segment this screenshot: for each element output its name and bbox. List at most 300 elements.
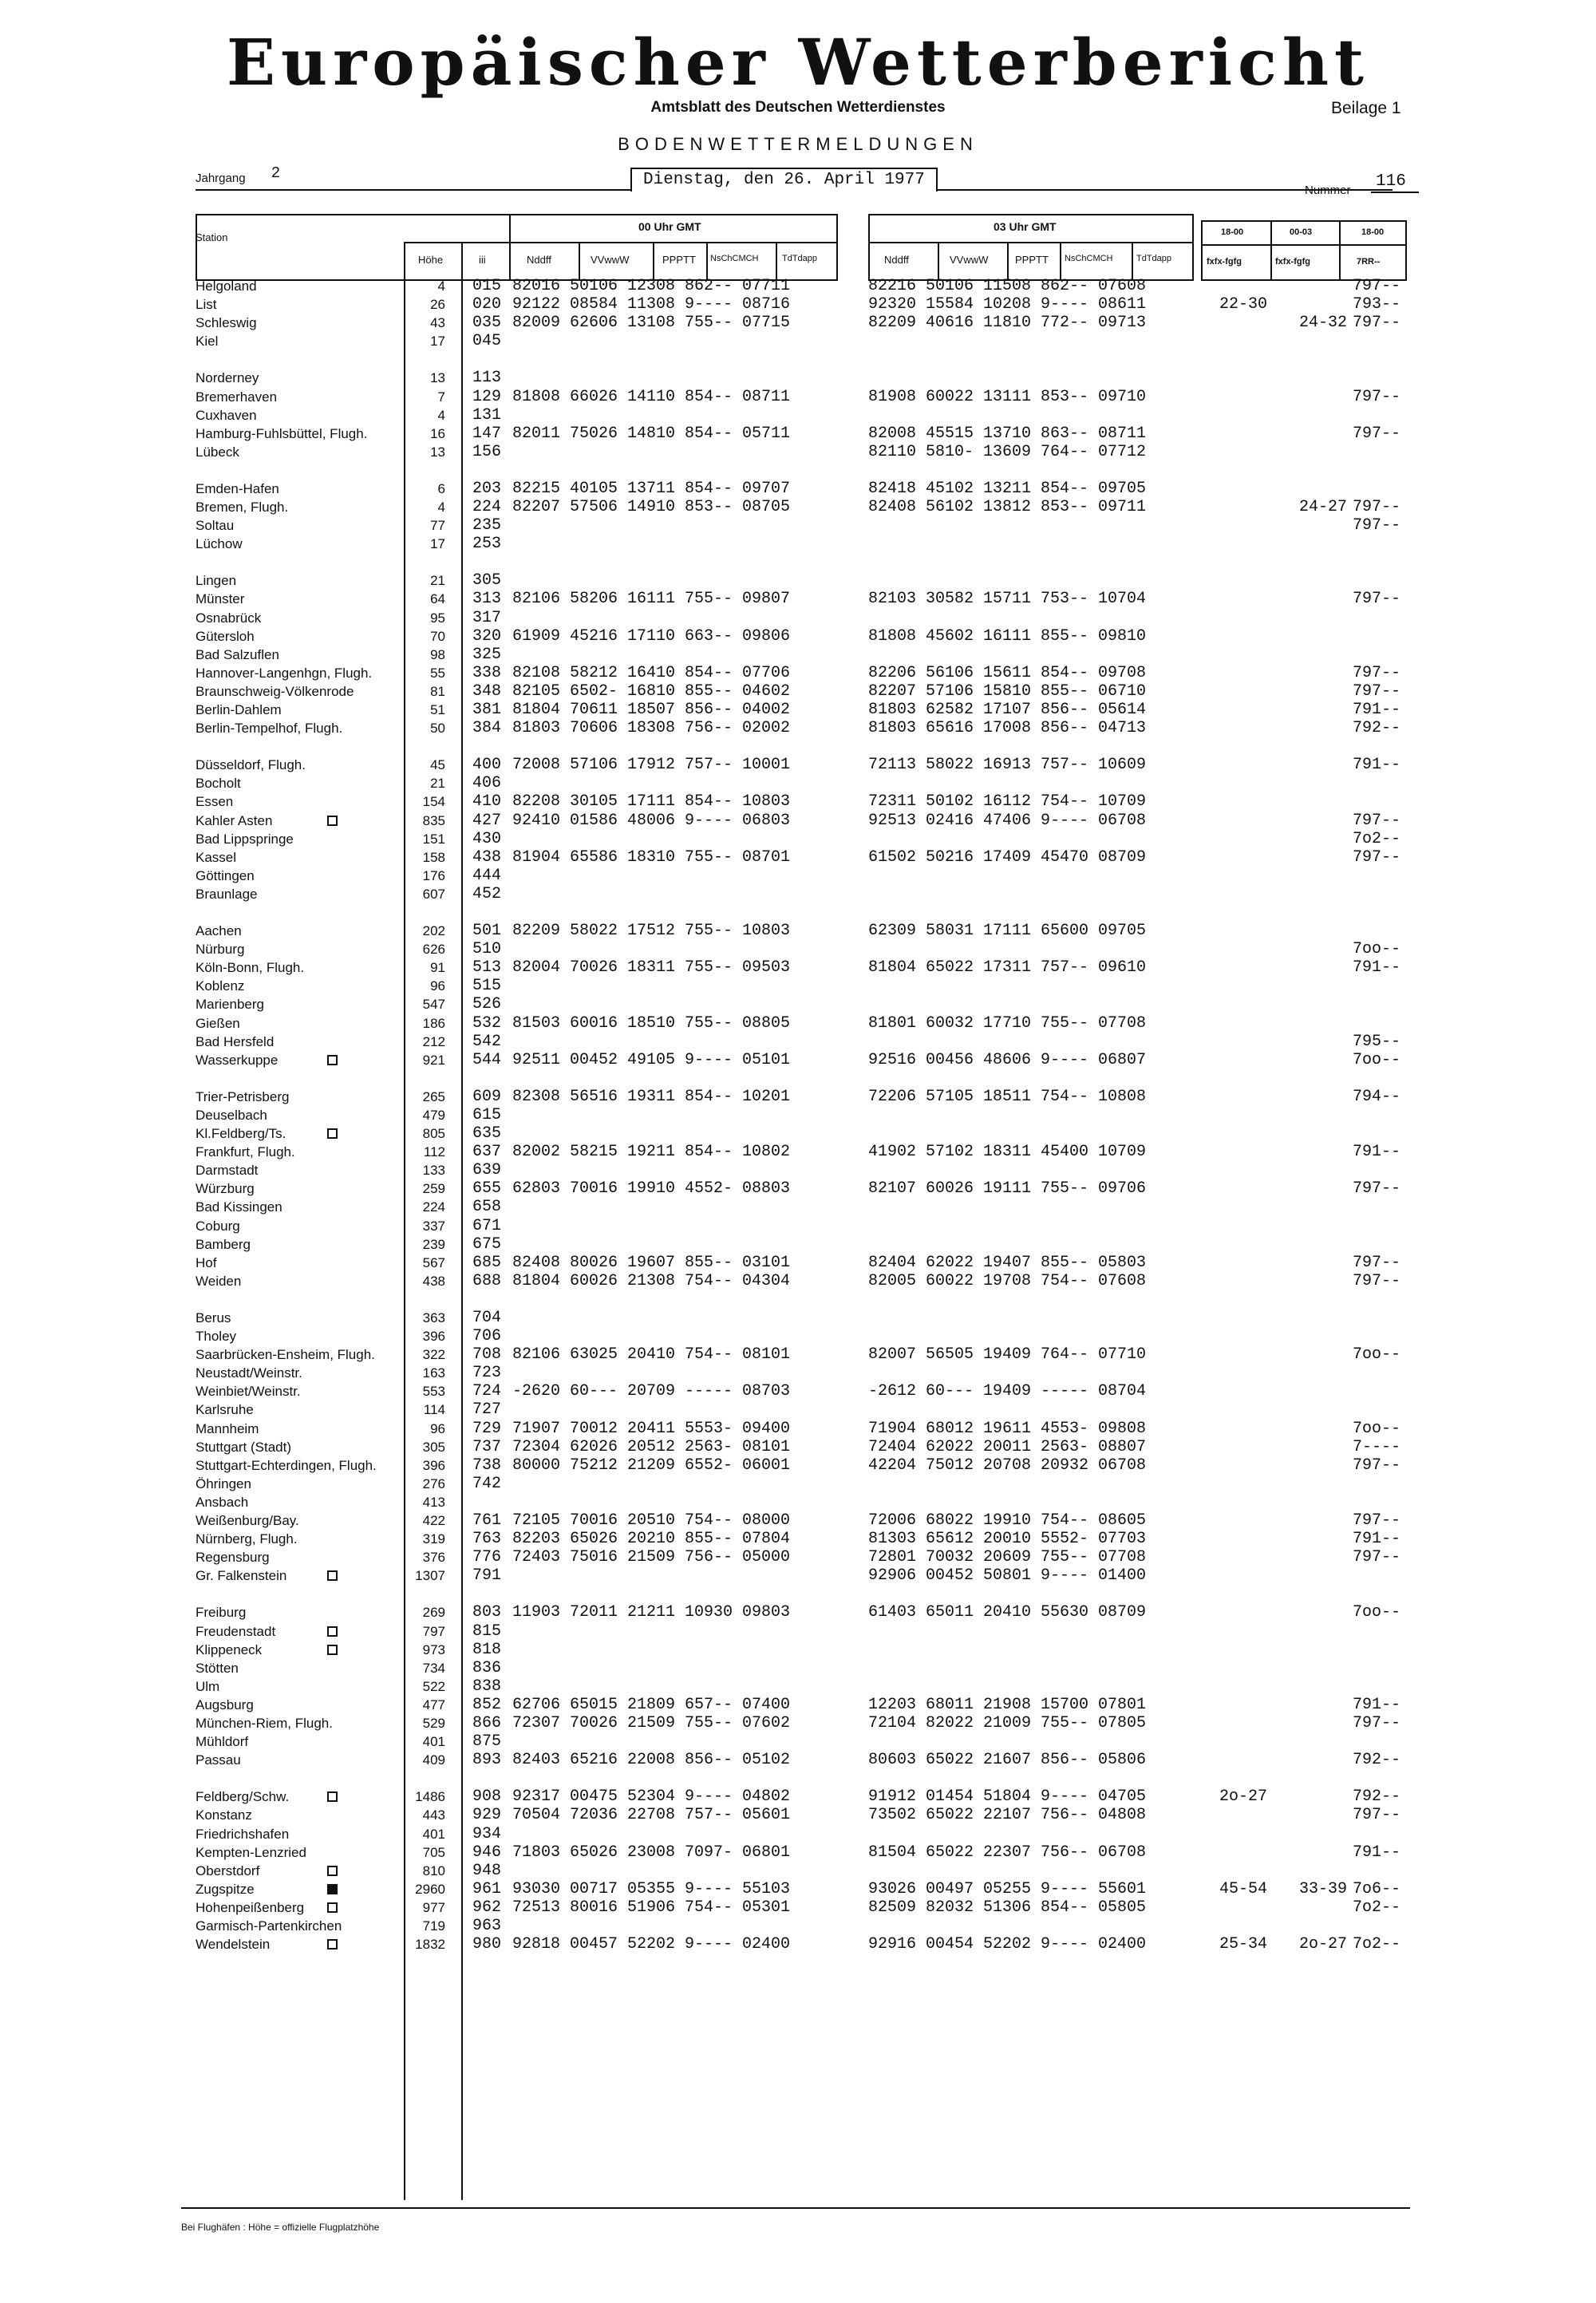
station-height: 70 (430, 628, 445, 644)
precip-18-00: 797-- (1353, 663, 1401, 682)
obs-00-gmt: -2620 60--- 20709 ----- 08703 (512, 1382, 791, 1401)
station-index: 410 (472, 792, 502, 812)
precip-18-00: 791-- (1353, 1143, 1401, 1162)
station-name: Gießen (196, 1015, 240, 1031)
precip-18-00: 7oo-- (1353, 1419, 1401, 1438)
station-index: 980 (472, 1935, 502, 1954)
obs-03-gmt: 82216 50106 11508 862-- 07608 (868, 277, 1147, 295)
station-height: 409 (422, 1752, 445, 1768)
table-row (0, 885, 1596, 903)
table-row (0, 1327, 1596, 1345)
station-height: 95 (430, 610, 445, 626)
precip-18-00: 791-- (1353, 756, 1401, 775)
obs-00-gmt: 81803 70606 18308 756-- 02002 (512, 719, 791, 738)
station-name: Gütersloh (196, 628, 255, 644)
station-height: 1832 (415, 1937, 445, 1953)
table-row (0, 1714, 1596, 1732)
precip-18-00: 791-- (1353, 1695, 1401, 1714)
station-height: 4 (437, 407, 445, 423)
station-height: 81 (430, 683, 445, 699)
obs-03-gmt: 82408 56102 13812 853-- 09711 (868, 498, 1147, 516)
station-height: 269 (422, 1605, 445, 1621)
station-name: Würzburg (196, 1181, 255, 1197)
station-height: 2960 (415, 1881, 445, 1897)
station-height: 973 (422, 1641, 445, 1657)
table-row (0, 295, 1596, 314)
number-value: 116 (1376, 172, 1406, 191)
col00-nschcmch: NsChCMCH (710, 254, 759, 263)
station-name: Augsburg (196, 1697, 254, 1712)
obs-00-gmt: 72105 70016 20510 754-- 08000 (512, 1511, 791, 1530)
table-row (0, 774, 1596, 792)
obs-03-gmt: 72104 82022 21009 755-- 07805 (868, 1714, 1147, 1732)
station-height: 64 (430, 591, 445, 607)
table-row (0, 1641, 1596, 1659)
station-name: Gr. Falkenstein (196, 1568, 287, 1584)
station-height: 98 (430, 646, 445, 662)
col03-ppptt: PPPTT (1015, 254, 1049, 266)
obs-03-gmt: 73502 65022 22107 756-- 04808 (868, 1806, 1147, 1825)
station-name: Emden-Hafen (196, 480, 279, 496)
station-height: 6 (437, 480, 445, 496)
station-index: 129 (472, 387, 502, 406)
col00-ppptt: PPPTT (662, 254, 696, 266)
table-row (0, 664, 1596, 682)
table-row (0, 1493, 1596, 1511)
obs-03-gmt: 82107 60026 19111 755-- 09706 (868, 1179, 1147, 1199)
obs-00-gmt: 82408 80026 19607 855-- 03101 (512, 1253, 791, 1272)
station-name: Bamberg (196, 1236, 251, 1252)
station-index: 015 (472, 277, 502, 295)
station-name: Norderney (196, 370, 259, 386)
open-square-icon (327, 1645, 338, 1655)
table-row (0, 977, 1596, 995)
station-index: 738 (472, 1456, 502, 1475)
station-index: 427 (472, 811, 502, 830)
page-subtitle: Amtsblatt des Deutschen Wetterdienstes (650, 99, 946, 116)
obs-03-gmt: 82209 40616 11810 772-- 09713 (868, 314, 1147, 333)
station-name: Hannover-Langenhgn, Flugh. (196, 665, 373, 681)
table-row (0, 1198, 1596, 1216)
precip-18-00: 7oo-- (1353, 1603, 1401, 1622)
station-index: 818 (472, 1640, 502, 1659)
open-square-icon (327, 1866, 338, 1876)
station-height: 396 (422, 1329, 445, 1344)
table-row (0, 1843, 1596, 1862)
station-name: Weißenburg/Bay. (196, 1513, 299, 1528)
station-index: 147 (472, 424, 502, 443)
table-row (0, 940, 1596, 958)
station-name: Ansbach (196, 1494, 249, 1510)
obs-00-gmt: 82208 30105 17111 854-- 10803 (512, 792, 791, 812)
table-row (0, 1456, 1596, 1475)
gust-00-03: 33-39 (1299, 1879, 1348, 1898)
station-height: 921 (422, 1052, 445, 1068)
station-index: 962 (472, 1898, 502, 1917)
table-row (0, 682, 1596, 701)
station-height: 547 (422, 997, 445, 1013)
station-index: 338 (472, 663, 502, 682)
extra-sub-2: fxfx-fgfg (1275, 257, 1310, 267)
table-row (0, 406, 1596, 425)
number-label: Nummer (1305, 184, 1351, 197)
station-height: 212 (422, 1033, 445, 1049)
obs-03-gmt: 71904 68012 19611 4553- 09808 (868, 1419, 1147, 1438)
issue-date: Dienstag, den 26. April 1977 (630, 168, 938, 192)
table-row (0, 1106, 1596, 1124)
station-height: 1307 (415, 1568, 445, 1584)
obs-00-gmt: 82308 56516 19311 854-- 10201 (512, 1087, 791, 1106)
station-name: Kempten-Lenzried (196, 1844, 306, 1860)
station-height: 21 (430, 776, 445, 792)
open-square-icon (327, 1626, 338, 1637)
station-height: 265 (422, 1088, 445, 1104)
table-row (0, 1400, 1596, 1419)
station-index: 658 (472, 1198, 502, 1217)
station-index: 224 (472, 498, 502, 516)
obs-03-gmt: 12203 68011 21908 15700 07801 (868, 1695, 1147, 1714)
table-row (0, 719, 1596, 737)
station-index: 510 (472, 940, 502, 959)
station-index: 704 (472, 1308, 502, 1327)
station-index: 708 (472, 1345, 502, 1365)
obs-03-gmt: 81804 65022 17311 757-- 09610 (868, 958, 1147, 978)
table-row (0, 922, 1596, 940)
obs-03-gmt: 81803 62582 17107 856-- 05614 (868, 701, 1147, 719)
precip-18-00: 7o2-- (1353, 1935, 1401, 1954)
station-index: 637 (472, 1143, 502, 1162)
table-row (0, 1917, 1596, 1935)
table-row (0, 1677, 1596, 1696)
precip-18-00: 797-- (1353, 847, 1401, 867)
col00-tdtdapp: TdTdapp (782, 254, 818, 263)
station-index: 963 (472, 1917, 502, 1935)
table-row (0, 1825, 1596, 1843)
station-name: Bremen, Flugh. (196, 500, 289, 515)
station-name: Zugspitze (196, 1881, 255, 1897)
obs-03-gmt: 92916 00454 52202 9---- 02400 (868, 1935, 1147, 1954)
station-index: 727 (472, 1400, 502, 1420)
volume-label: Jahrgang (196, 172, 246, 185)
extra-title-1: 18-00 (1221, 227, 1244, 237)
station-name: Düsseldorf, Flugh. (196, 757, 306, 773)
obs-03-gmt: 62309 58031 17111 65600 09705 (868, 922, 1147, 940)
station-name: Karlsruhe (196, 1402, 254, 1418)
obs-00-gmt: 11903 72011 21211 10930 09803 (512, 1603, 791, 1622)
station-index: 961 (472, 1879, 502, 1898)
table-row (0, 388, 1596, 406)
extra-title-3: 18-00 (1361, 227, 1385, 237)
station-index: 320 (472, 626, 502, 646)
obs-03-gmt: 42204 75012 20708 20932 06708 (868, 1456, 1147, 1475)
station-index: 452 (472, 884, 502, 903)
obs-00-gmt: 92122 08584 11308 9---- 08716 (512, 295, 791, 314)
obs-03-gmt: 72404 62022 20011 2563- 08807 (868, 1437, 1147, 1456)
station-index: 671 (472, 1216, 502, 1235)
obs-00-gmt: 82004 70026 18311 755-- 09503 (512, 958, 791, 978)
station-height: 50 (430, 721, 445, 737)
station-height: 810 (422, 1863, 445, 1878)
station-height: 176 (422, 867, 445, 883)
table-row (0, 701, 1596, 719)
table-row (0, 1935, 1596, 1953)
station-height: 276 (422, 1475, 445, 1491)
station-index: 384 (472, 719, 502, 738)
station-height: 7 (437, 389, 445, 405)
station-name: Deuselbach (196, 1107, 267, 1123)
station-height: 705 (422, 1844, 445, 1860)
station-name: Weiden (196, 1273, 242, 1289)
precip-18-00: 795-- (1353, 1032, 1401, 1051)
col03-nschcmch: NsChCMCH (1065, 254, 1113, 263)
table-row (0, 443, 1596, 461)
station-height: 477 (422, 1697, 445, 1712)
station-index: 948 (472, 1861, 502, 1880)
station-height: 1486 (415, 1789, 445, 1805)
obs-00-gmt: 62706 65015 21809 657-- 07400 (512, 1695, 791, 1714)
station-height: 21 (430, 573, 445, 589)
obs-00-gmt: 70504 72036 22708 757-- 05601 (512, 1806, 791, 1825)
table-row (0, 1161, 1596, 1179)
gust-00-03: 24-32 (1299, 314, 1348, 333)
station-index: 020 (472, 295, 502, 314)
station-index: 317 (472, 608, 502, 627)
station-index: 724 (472, 1382, 502, 1401)
station-index: 113 (472, 369, 502, 388)
station-height: 13 (430, 370, 445, 386)
station-name: Kahler Asten (196, 812, 273, 828)
obs-03-gmt: 82110 5810- 13609 764-- 07712 (868, 442, 1147, 461)
station-height: 17 (430, 536, 445, 552)
col03-vvwww: VVwwW (950, 254, 989, 266)
table-row (0, 627, 1596, 646)
obs-03-gmt: 82207 57106 15810 855-- 06710 (868, 681, 1147, 701)
station-index: 639 (472, 1161, 502, 1180)
obs-00-gmt: 81503 60016 18510 755-- 08805 (512, 1013, 791, 1033)
station-name: Berus (196, 1310, 231, 1325)
table-row (0, 1309, 1596, 1327)
gust-18-00: 22-30 (1219, 295, 1268, 314)
obs-00-gmt: 71907 70012 20411 5553- 09400 (512, 1419, 791, 1438)
station-name: Lingen (196, 573, 237, 589)
obs-03-gmt: 82008 45515 13710 863-- 08711 (868, 424, 1147, 443)
obs-00-gmt: 80000 75212 21209 6552- 06001 (512, 1456, 791, 1475)
precip-18-00: 797-- (1353, 1806, 1401, 1825)
col00-vvwww: VVwwW (591, 254, 630, 266)
station-height: 396 (422, 1457, 445, 1473)
obs-03-gmt: 91912 01454 51804 9---- 04705 (868, 1787, 1147, 1807)
station-name: Weinbiet/Weinstr. (196, 1384, 301, 1400)
precip-18-00: 791-- (1353, 1530, 1401, 1549)
filled-square-icon (327, 1884, 338, 1894)
obs-03-gmt: 92320 15584 10208 9---- 08611 (868, 295, 1147, 314)
table-row (0, 1696, 1596, 1714)
table-row (0, 369, 1596, 387)
station-name: Berlin-Tempelhof, Flugh. (196, 721, 343, 737)
extra-title-2: 00-03 (1290, 227, 1313, 237)
station-height: 401 (422, 1734, 445, 1750)
station-index: 685 (472, 1253, 502, 1272)
table-row (0, 1787, 1596, 1806)
precip-18-00: 797-- (1353, 811, 1401, 830)
table-row (0, 1751, 1596, 1769)
precip-18-00: 791-- (1353, 958, 1401, 978)
station-name: Bad Salzuflen (196, 646, 279, 662)
obs-03-gmt: 82509 82032 51306 854-- 05805 (868, 1898, 1147, 1917)
obs-03-gmt: 93026 00497 05255 9---- 55601 (868, 1879, 1147, 1898)
obs-03-gmt: 92513 02416 47406 9---- 06708 (868, 811, 1147, 830)
station-height: 163 (422, 1365, 445, 1381)
table-row (0, 792, 1596, 811)
station-name: Tholey (196, 1329, 237, 1344)
precip-18-00: 797-- (1353, 1511, 1401, 1530)
obs-00-gmt: 92818 00457 52202 9---- 02400 (512, 1935, 791, 1954)
station-height: 734 (422, 1660, 445, 1676)
station-name: Stuttgart-Echterdingen, Flugh. (196, 1457, 377, 1473)
station-name: Bad Kissingen (196, 1199, 282, 1215)
station-name: Braunlage (196, 886, 258, 902)
obs-00-gmt: 71803 65026 23008 7097- 06801 (512, 1843, 791, 1862)
precip-18-00: 797-- (1353, 424, 1401, 443)
obs-03-gmt: 82418 45102 13211 854-- 09705 (868, 479, 1147, 498)
station-height: 376 (422, 1550, 445, 1566)
open-square-icon (327, 1570, 338, 1581)
station-index: 609 (472, 1087, 502, 1106)
station-height: 151 (422, 831, 445, 847)
station-index: 400 (472, 756, 502, 775)
obs-00-gmt: 82403 65216 22008 856-- 05102 (512, 1751, 791, 1770)
station-height: 422 (422, 1513, 445, 1528)
table-row (0, 1235, 1596, 1254)
precip-18-00: 794-- (1353, 1087, 1401, 1106)
station-index: 706 (472, 1327, 502, 1345)
station-height: 112 (423, 1144, 445, 1160)
station-height: 13 (430, 444, 445, 460)
obs-00-gmt: 82009 62606 13108 755-- 07715 (512, 314, 791, 333)
obs-03-gmt: 41902 57102 18311 45400 10709 (868, 1143, 1147, 1162)
table-row (0, 571, 1596, 590)
station-index: 305 (472, 571, 502, 591)
obs-03-gmt: 81908 60022 13111 853-- 09710 (868, 387, 1147, 406)
station-height: 154 (422, 794, 445, 810)
obs-03-gmt: 72006 68022 19910 754-- 08605 (868, 1511, 1147, 1530)
station-name: Ulm (196, 1678, 220, 1694)
table-row (0, 1862, 1596, 1880)
station-index: 761 (472, 1511, 502, 1530)
station-name: Kl.Feldberg/Ts. (196, 1126, 286, 1141)
table-row (0, 277, 1596, 295)
precip-18-00: 7---- (1353, 1437, 1401, 1456)
station-index: 203 (472, 479, 502, 498)
station-name: Hamburg-Fuhlsbüttel, Flugh. (196, 425, 368, 441)
station-name: Regensburg (196, 1550, 270, 1566)
precip-18-00: 797-- (1353, 516, 1401, 535)
section-heading: BODENWETTERMELDUNGEN (618, 134, 978, 154)
station-name: Aachen (196, 923, 242, 938)
station-name: Hof (196, 1254, 217, 1270)
station-name: Nürnberg, Flugh. (196, 1531, 298, 1547)
table-row (0, 516, 1596, 535)
precip-18-00: 792-- (1353, 1787, 1401, 1807)
gust-00-03: 2o-27 (1299, 1935, 1348, 1954)
station-height: 529 (422, 1716, 445, 1731)
station-height: 443 (422, 1807, 445, 1823)
station-index: 513 (472, 958, 502, 978)
table-row (0, 609, 1596, 627)
station-height: 91 (430, 960, 445, 976)
table-row (0, 1659, 1596, 1677)
station-name: Garmisch-Partenkirchen (196, 1918, 342, 1934)
obs-00-gmt: 82209 58022 17512 755-- 10803 (512, 922, 791, 940)
station-height: 4 (437, 278, 445, 294)
obs-03-gmt: 72801 70032 20609 755-- 07708 (868, 1548, 1147, 1567)
station-height: 17 (430, 334, 445, 350)
station-index: 729 (472, 1419, 502, 1438)
obs-00-gmt: 82002 58215 19211 854-- 10802 (512, 1143, 791, 1162)
station-index: 438 (472, 847, 502, 867)
extra-sub-3: 7RR-- (1357, 257, 1381, 267)
station-index: 723 (472, 1364, 502, 1383)
station-height: 479 (422, 1107, 445, 1123)
precip-18-00: 797-- (1353, 681, 1401, 701)
obs-03-gmt: 92516 00456 48606 9---- 06807 (868, 1050, 1147, 1069)
station-index: 763 (472, 1530, 502, 1549)
station-name: Helgoland (196, 278, 257, 294)
precip-18-00: 797-- (1353, 1456, 1401, 1475)
station-name: Bad Hersfeld (196, 1033, 275, 1049)
station-name: Neustadt/Weinstr. (196, 1365, 302, 1381)
station-name: Freiburg (196, 1605, 247, 1621)
station-name: Bremerhaven (196, 389, 278, 405)
station-index: 635 (472, 1124, 502, 1143)
station-index: 035 (472, 314, 502, 333)
precip-18-00: 797-- (1353, 1271, 1401, 1290)
table-row (0, 1420, 1596, 1438)
open-square-icon (327, 1055, 338, 1065)
station-index: 852 (472, 1695, 502, 1714)
obs-03-gmt: 82103 30582 15711 753-- 10704 (868, 590, 1147, 609)
obs-00-gmt: 72403 75016 21509 756-- 05000 (512, 1548, 791, 1567)
table-row (0, 1364, 1596, 1382)
table-row (0, 1438, 1596, 1456)
station-name: Konstanz (196, 1807, 252, 1823)
station-index: 655 (472, 1179, 502, 1199)
station-height: 186 (422, 1015, 445, 1031)
obs-03-gmt: 61403 65011 20410 55630 08709 (868, 1603, 1147, 1622)
table-row (0, 498, 1596, 516)
table-row (0, 1898, 1596, 1917)
obs-00-gmt: 72008 57106 17912 757-- 10001 (512, 756, 791, 775)
station-index: 742 (472, 1474, 502, 1493)
gust-18-00: 45-54 (1219, 1879, 1268, 1898)
obs-03-gmt: 72206 57105 18511 754-- 10808 (868, 1087, 1147, 1106)
open-square-icon (327, 1128, 338, 1139)
obs-00-gmt: 92410 01586 48006 9---- 06803 (512, 811, 791, 830)
station-index: 838 (472, 1677, 502, 1696)
station-index: 929 (472, 1806, 502, 1825)
station-name: Soltau (196, 518, 235, 534)
table-row (0, 535, 1596, 553)
precip-18-00: 7oo-- (1353, 1345, 1401, 1365)
station-index: 544 (472, 1050, 502, 1069)
station-index: 444 (472, 866, 502, 885)
precip-18-00: 797-- (1353, 1179, 1401, 1199)
footnote: Bei Flughäfen : Höhe = offizielle Flugplatzhöhe (181, 2222, 380, 2233)
precip-18-00: 797-- (1353, 1714, 1401, 1732)
station-height: 337 (422, 1218, 445, 1234)
station-index: 866 (472, 1714, 502, 1732)
station-name: Frankfurt, Flugh. (196, 1144, 295, 1160)
